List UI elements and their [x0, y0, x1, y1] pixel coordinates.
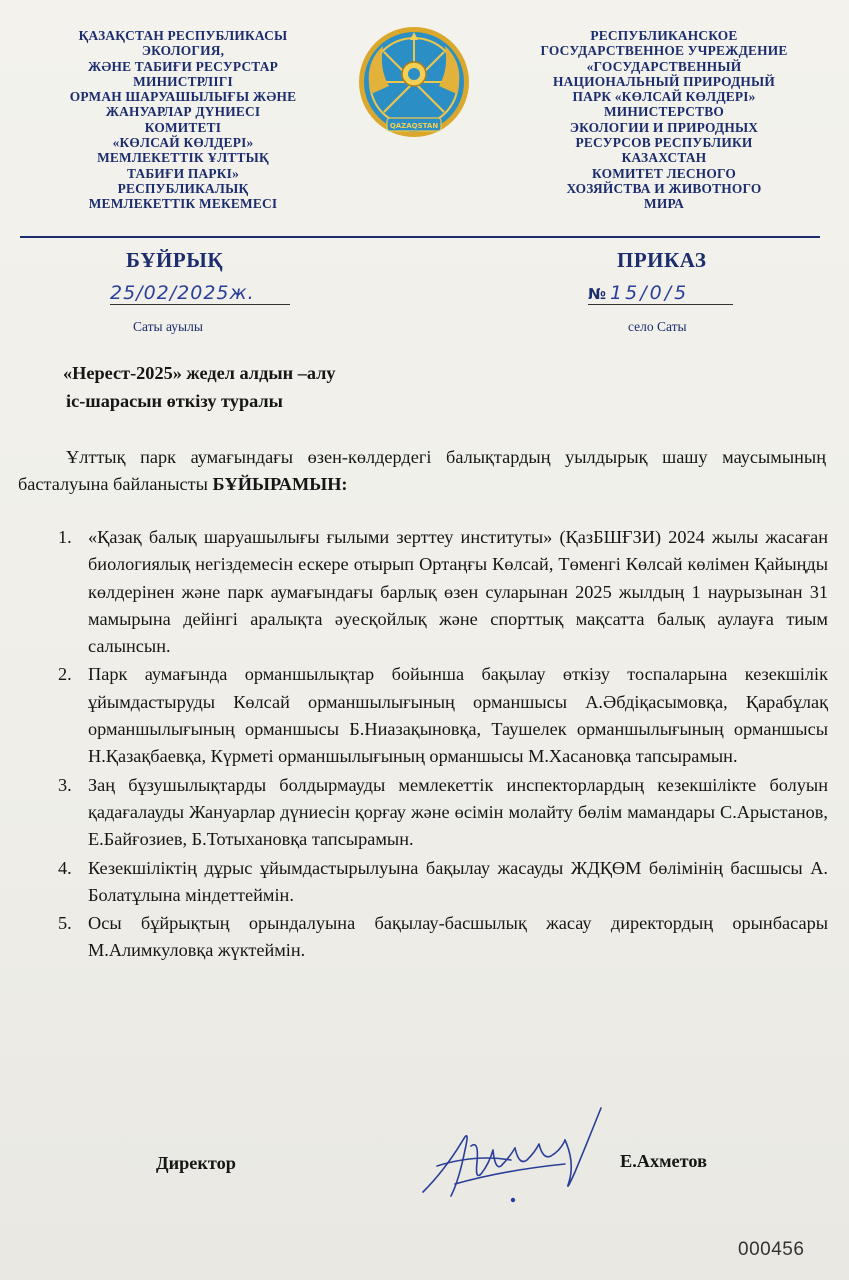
place-kz: Саты ауылы	[133, 319, 203, 334]
item-number: 4.	[58, 857, 72, 878]
header-right-line: НАЦИОНАЛЬНЫЙ ПРИРОДНЫЙ	[552, 73, 776, 89]
header-right-line: ПАРК «КӨЛСАЙ КӨЛДЕРІ»	[572, 89, 756, 105]
header-left-kz	[38, 28, 328, 212]
item-text: Парк аумағында орманшылықтар бойынша бақылау өткізу тоспаларына кезекшілік ұйымдастыруды Көлсай орманшылығының орманшысы А.Әбдіқасымовқа, Қарабұлақ орманшылығының орманшысы Б.Ниазақыновқа, Таушелек орманшылығының орманшысы Н.Қазақбаевқа, Күрметі орманшылығының орманшысы М.Хасановқа тапсырамын.	[88, 664, 828, 767]
item-number: 5.	[58, 913, 72, 934]
item-number: 2.	[58, 664, 72, 685]
header-right-line: КАЗАХСТАН	[621, 150, 707, 166]
header-right-line: ЭКОЛОГИИ И ПРИРОДНЫХ	[569, 119, 759, 135]
item-number: 3.	[58, 774, 72, 795]
item-text: Заң бұзушылықтарды болдырмауды мемлекеттік инспекторлардың кезекшілікте болуын қадағалауды Жануарлар дүниесін қорғау және өсімін молайту бөлім мамандары С.Арыстанов, Е.Байғозиев, Б.Тотыхановқа тапсырамын.	[88, 774, 828, 850]
header-right-line: «ГОСУДАРСТВЕННЫЙ	[586, 58, 742, 74]
header-left-line: МИНИСТРЛІГІ	[133, 73, 233, 89]
order-items-list	[50, 524, 828, 965]
signatory-title: Директор	[156, 1153, 236, 1173]
header-left-line: «КӨЛСАЙ КӨЛДЕРІ»	[112, 135, 254, 151]
serial-number: 000456	[738, 1239, 805, 1260]
header-left-line: МЕМЛЕКЕТТІК МЕКЕМЕСІ	[88, 196, 278, 212]
order-number	[588, 282, 733, 305]
header-right-line: КОМИТЕТ ЛЕСНОГО	[592, 165, 736, 181]
header-right-line: МИРА	[644, 196, 684, 212]
header-right-ru	[512, 28, 816, 212]
intro-emphasis: БҰЙЫРАМЫН:	[212, 474, 348, 495]
list-item	[50, 524, 828, 660]
header-left-line: ОРМАН ШАРУАШЫЛЫҒЫ ЖӘНЕ	[69, 89, 297, 105]
order-subject	[63, 359, 336, 415]
item-text: «Қазақ балық шаруашылығы ғылыми зерттеу институты» (ҚазБШҒЗИ) 2024 жылы жасаған биологиялық негіздемесін ескере отырып Ортаңғы Көлсай, Төменгі Көлсай көлімен Қайыңды көлдерінен және парк аумағындағы барлық өзен суларынан 2025 жылдың 1 наурызынан 31 мамырына дейінгі аралықта әуесқойлық және спорттық мақсатта балық аулауға тиым салынсын.	[88, 527, 828, 657]
intro-paragraph	[18, 444, 826, 499]
list-item	[50, 661, 828, 770]
header-left-line: РЕСПУБЛИКАЛЫҚ	[117, 180, 249, 196]
handwritten-number: 15/0/5	[610, 282, 690, 304]
signatory-name: Е.Ахметов	[620, 1151, 707, 1171]
doc-type-ru: ПРИКАЗ	[617, 248, 707, 272]
list-item	[50, 855, 828, 910]
number-prefix: №	[588, 285, 607, 303]
subject-line-2: іс-шарасын өткізу туралы	[66, 391, 283, 411]
header-left-line: ЭКОЛОГИЯ,	[141, 43, 225, 59]
header-right-line: ГОСУДАРСТВЕННОЕ УЧРЕЖДЕНИЕ	[540, 43, 788, 59]
item-text: Кезекшіліктің дұрыс ұйымдастырылуына бақылау жасауды ЖДҚӨМ бөлімінің басшысы А. Болатұлына міндеттеймін.	[88, 857, 828, 905]
state-emblem-icon	[357, 24, 471, 140]
header-left-line: МЕМЛЕКЕТТІК ҰЛТТЫҚ	[97, 150, 269, 166]
item-number: 1.	[58, 527, 72, 547]
header-right-line: РЕСПУБЛИКАНСКОЕ	[590, 28, 738, 43]
header-divider	[20, 236, 820, 238]
doc-type-kz: БҰЙРЫҚ	[126, 248, 224, 272]
header-right-line: МИНИСТЕРСТВО	[603, 104, 725, 120]
header-right-line: ХОЗЯЙСТВА И ЖИВОТНОГО	[566, 180, 762, 196]
list-item	[50, 772, 828, 854]
list-item	[50, 910, 828, 965]
emblem-text: QAZAQSTAN	[389, 122, 439, 130]
header-left-line: ҚАЗАҚСТАН РЕСПУБЛИКАСЫ	[78, 28, 288, 43]
header-right-line: РЕСУРСОВ РЕСПУБЛИКИ	[575, 135, 753, 151]
header-left-line: ЖӘНЕ ТАБИҒИ РЕСУРСТАР	[87, 58, 279, 74]
intro-text: Ұлттық парк аумағындағы өзен-көлдердегі балықтардың уылдырық шашу маусымының басталуына байланысты	[18, 447, 826, 495]
handwritten-signature	[415, 1100, 625, 1210]
subject-line-1: «Нерест-2025» жедел алдын –алу	[63, 363, 336, 383]
header-left-line: ЖАНУАРЛАР ДҮНИЕСІ	[105, 104, 261, 120]
item-text: Осы бұйрықтың орындалуына бақылау-басшылық жасау директордың орынбасары М.Алимкуловқа жүктеймін.	[88, 913, 828, 961]
header-left-line: ТАБИҒИ ПАРКІ»	[127, 165, 239, 181]
place-ru: село Саты	[628, 319, 687, 334]
handwritten-date: 25/02/2025ж.	[110, 282, 290, 305]
header-left-line: КОМИТЕТІ	[144, 119, 222, 135]
